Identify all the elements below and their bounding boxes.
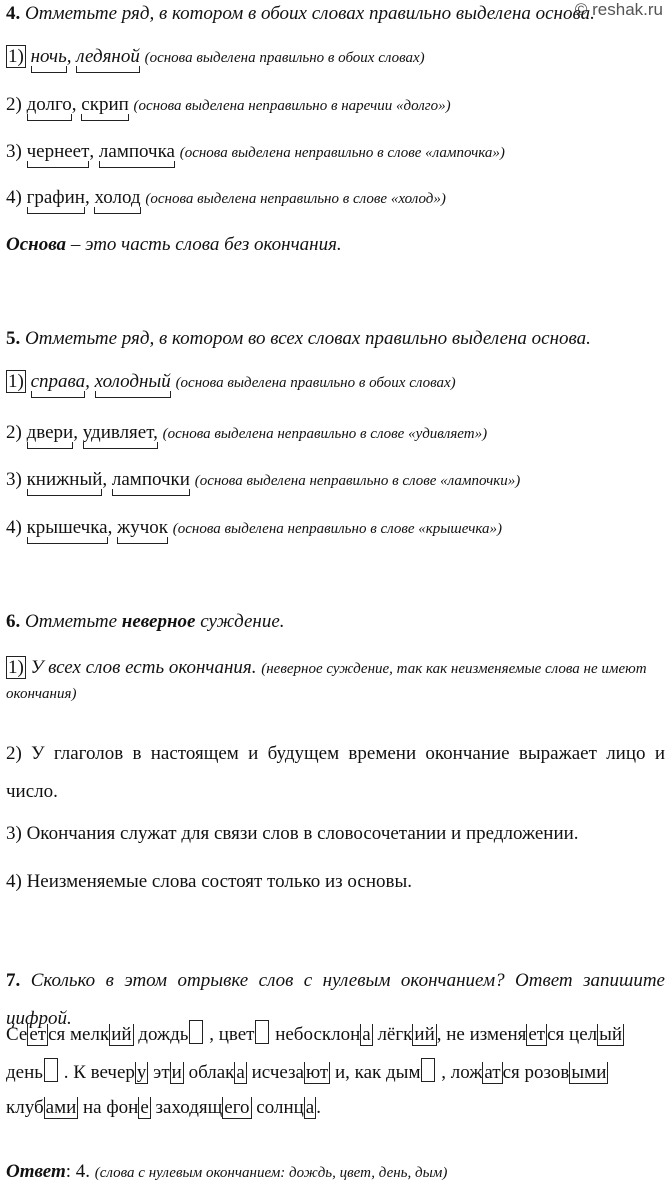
ending-box: ат — [484, 1062, 501, 1083]
ending-box: ий — [111, 1024, 132, 1045]
q7-paragraph-line-3 — [6, 1096, 665, 1120]
ending-box: ый — [599, 1024, 623, 1045]
q4-option-4: 4) графин, холод (основа выделена неправильно в слове «холод») — [6, 187, 446, 208]
q4-option-1-word1: ночь — [30, 46, 67, 67]
q4-heading — [6, 2, 665, 26]
q6-option-1: 1) У всех слов есть окончания. (неверное суждение, так как неизменяемые слова не имеют окончания) — [6, 657, 647, 702]
word-part: лёгк — [372, 1024, 413, 1045]
word-part: , не изменя — [436, 1024, 527, 1045]
ending-box: е — [140, 1097, 149, 1118]
ending-box: его — [224, 1097, 250, 1118]
q4-option-1-note: (основа выделена правильно в обоих словах) — [144, 50, 425, 66]
zero-ending-box — [255, 1020, 269, 1044]
ending-box: а — [362, 1024, 371, 1045]
word-part: эт — [148, 1062, 170, 1083]
q5-option-2: 2) двери, удивляет, (основа выделена неправильно в слове «удивляет») — [6, 422, 488, 443]
q7-answer: Ответ: 4. (слова с нулевым окончанием: дождь, цвет, день, дым) — [6, 1161, 448, 1182]
ending-box: ий — [414, 1024, 435, 1045]
q6-option-4: 4) Неизменяемые слова состоят только из основы. — [6, 871, 412, 892]
ending-box: а — [236, 1062, 245, 1083]
q4-option-1-word2: ледяной — [76, 46, 140, 67]
q4-option-1-number: 1) — [8, 46, 24, 67]
word-part: небосклон — [270, 1024, 361, 1045]
q4-option-1: 1) ночь, ледяной (основа выделена правильно в обоих словах) — [8, 46, 425, 67]
q7-heading: 7. Сколько в этом отрывке слов с нулевым окончанием? Ответ запишите цифрой. — [6, 970, 665, 1029]
ending-box: а — [305, 1097, 315, 1118]
word-part: клуб — [6, 1097, 44, 1118]
zero-ending-box — [189, 1020, 203, 1044]
word-part: облак — [183, 1062, 235, 1083]
ending-box: ет — [528, 1024, 546, 1045]
q4-question: Отметьте ряд, в котором в обоих словах правильно выделена основа. — [25, 3, 595, 24]
q5-heading: 5. Отметьте ряд, в котором во всех словах правильно выделена основа. — [6, 328, 591, 349]
q4-option-4-note: (основа выделена неправильно в слове «холод») — [145, 191, 446, 207]
zero-ending-box — [44, 1058, 58, 1082]
word-part: заходящ — [150, 1097, 223, 1118]
zero-ending-box — [421, 1058, 435, 1082]
q5-question: Отметьте ряд, в котором во всех словах правильно выделена основа. — [25, 328, 591, 349]
word-part: исчеза — [246, 1062, 304, 1083]
word-part: ся розов — [502, 1062, 570, 1083]
word-part: и, как дым — [330, 1062, 421, 1083]
word-part: день — [6, 1062, 43, 1083]
word-part: . К вечер — [58, 1062, 135, 1083]
word-part: , лож — [436, 1062, 483, 1083]
q5-option-4: 4) крышечка, жучок (основа выделена неправильно в слове «крышечка») — [6, 517, 503, 538]
q4-option-2: 2) долго, скрип (основа выделена неправильно в наречии «долго») — [6, 94, 451, 115]
q6-option-2: 2) У глаголов в настоящем и будущем времени окончание выражает лицо и число. — [6, 743, 665, 802]
q7-paragraph-line-2 — [6, 1058, 665, 1085]
q4-option-2-note: (основа выделена неправильно в наречии «долго») — [133, 98, 451, 114]
word-part: дождь — [133, 1024, 189, 1045]
word-part: ся цел — [547, 1024, 598, 1045]
word-part: , цвет — [204, 1024, 255, 1045]
ending-box: и — [171, 1062, 182, 1083]
ending-box: ет — [29, 1024, 47, 1045]
ending-box: ами — [45, 1097, 77, 1118]
word-part: солнц — [251, 1097, 304, 1118]
ending-box: ыми — [571, 1062, 607, 1083]
q7-paragraph-line-1 — [6, 1020, 665, 1047]
q4-number: 4. — [6, 3, 21, 24]
q4-option-3-note: (основа выделена неправильно в слове «лампочка») — [179, 145, 505, 161]
q5-option-1: 1) справа, холодный (основа выделена правильно в обоих словах) — [8, 371, 456, 392]
watermark: © reshak.ru — [574, 0, 663, 19]
q6-option-3: 3) Окончания служат для связи слов в словосочетании и предложении. — [6, 823, 579, 844]
word-part: . — [316, 1097, 321, 1118]
word-part: ся мелк — [48, 1024, 110, 1045]
ending-box: у — [136, 1062, 147, 1083]
q5-option-3: 3) книжный, лампочки (основа выделена неправильно в слове «лампочки») — [6, 469, 521, 490]
q4-definition: Основа – это часть слова без окончания. — [6, 234, 342, 255]
q4-option-3: 3) чернеет, лампочка (основа выделена неправильно в слове «лампочка») — [6, 141, 505, 162]
q6-heading: 6. Отметьте неверное суждение. — [6, 611, 285, 632]
word-part: Се — [6, 1024, 28, 1045]
ending-box: ют — [305, 1062, 329, 1083]
word-part: на фон — [78, 1097, 139, 1118]
